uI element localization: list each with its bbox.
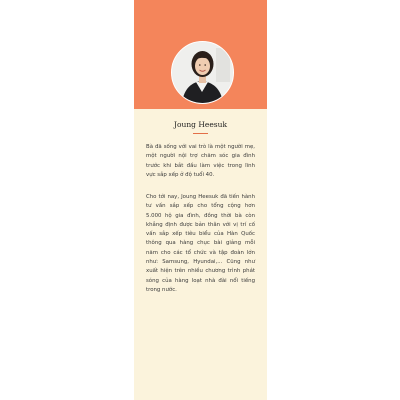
author-avatar	[171, 41, 234, 104]
author-card	[134, 0, 267, 400]
bio-paragraph-2: Cho tới nay, Joung Heesuk đã tiến hành tư vấn sắp xếp cho tổng cộng hơn 5.000 hộ gia đình, đồng thời bà còn khẳng định được bản thân với vị trí cố vấn sắp xếp tiêu biểu của Hàn Quốc thông qua hàng chục bài giảng mỗi năm cho các tổ chức và tập đoàn lớn như: Samsung, Hyundai,... Cũng như xuất hiện trên nhiều chương trình phát sóng của hàng loạt nhà đài nổi tiếng trong nước.	[146, 194, 255, 293]
name-divider	[193, 133, 208, 134]
author-name: Joung Heesuk	[173, 120, 227, 129]
author-portrait-icon	[172, 42, 233, 103]
bio-paragraph-1: Bà đã sống với vai trò là một người mẹ, một người nội trợ chăm sóc gia đình trước khi bắt đầu làm việc trong lĩnh vực sắp xếp ở độ tuổi 40.	[146, 144, 255, 178]
